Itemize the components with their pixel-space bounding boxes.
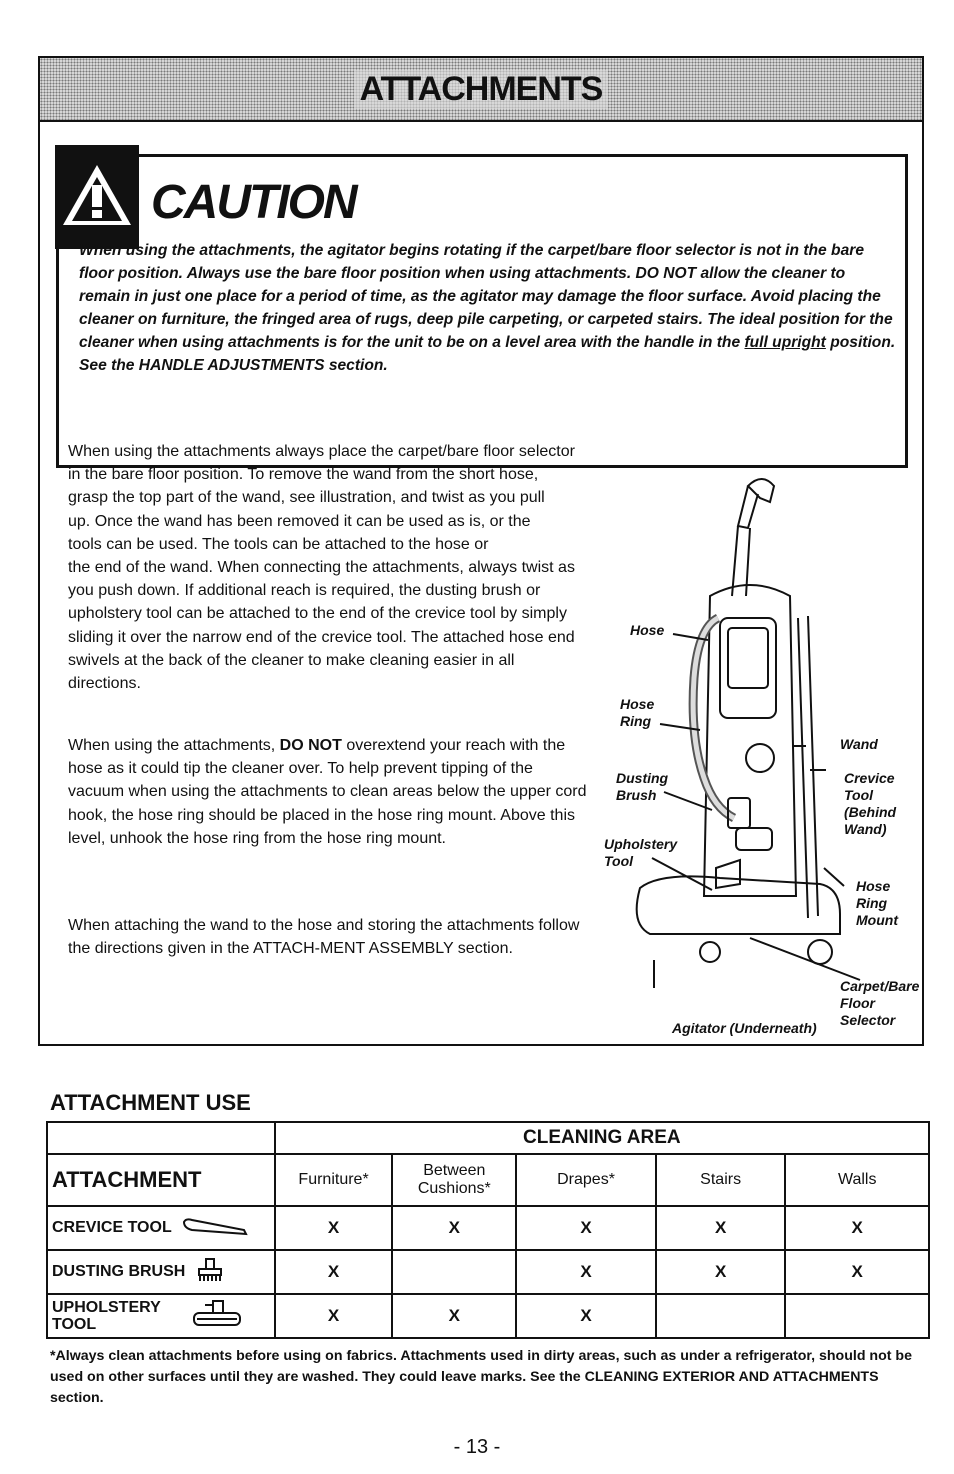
page-number: - 13 - [453,1436,501,1458]
row-label-dusting-brush [47,1250,275,1294]
cell-mark: X [392,1206,516,1250]
row-label-text: UPHOLSTERY TOOL [52,1299,161,1333]
caution-heading: CAUTION [151,176,356,229]
table-corner-cell [47,1122,275,1154]
p2-after: overextend your reach with the hose as it could tip the cleaner over. To help prevent tipping of the vacuum when using the attachments to clean areas below the upper cord hook, the hose ring should be placed in the hose ring mount. Above this level, unhook the hose ring from the hose ring mount. [68,737,587,847]
cell-mark: X [392,1294,516,1338]
cell-mark [392,1250,516,1294]
row-label-text: DUSTING BRUSH [52,1263,186,1280]
caution-text-part1: When using the attachments, the agitator begins rotating if the carpet/bare floor selector is not in the bare floor position. Always use the bare floor position when using attachments. DO NOT allow the cleaner to remain in just one place for a period of time, as the agitator may damage the floor surface. Avoid placing the cleaner on furniture, the fringed area of rugs, deep pile carpeting, or carpeted stairs. The ideal position for the cleaner when using attachments is for the unit to be on a level area with the handle in the [79,242,893,351]
attachment-use-table [46,1121,930,1339]
cleaning-area-header: CLEANING AREA [275,1122,929,1154]
section-title-bar [40,58,922,122]
cell-mark: X [275,1294,393,1338]
attachments-panel [38,56,924,1046]
upholstery-tool-icon [191,1299,243,1334]
column-header-walls: Walls [785,1154,929,1206]
cell-mark: X [785,1206,929,1250]
cell-mark: X [656,1206,786,1250]
label-crevice-tool: Crevice Tool (Behind Wand) [844,770,897,837]
instructions-line: When using the attachments always place the carpet/bare floor selector [68,443,575,460]
column-header-stairs: Stairs [656,1154,786,1206]
column-header-furniture: Furniture* [275,1154,393,1206]
row-label-text: CREVICE TOOL [52,1219,172,1236]
attachment-header: ATTACHMENT [47,1154,275,1206]
warning-block [55,145,139,249]
p2-before: When using the attachments, [68,737,280,754]
cell-mark [656,1294,786,1338]
label-agitator: Agitator (Underneath) [672,1020,817,1036]
caution-text [79,239,899,377]
cell-mark: X [516,1294,656,1338]
label-carpet-bare-selector: Carpet/Bare Floor Selector [840,978,920,1028]
table-row [47,1294,929,1338]
page-title: ATTACHMENTS [354,70,609,109]
cell-mark: X [275,1250,393,1294]
label-wand: Wand [840,736,878,752]
table-footnote: *Always clean attachments before using on fabrics. Attachments used in dirty areas, such as under a refrigerator, should not be used on other surfaces until they are washed. They could leave marks. See the CLEANING EXTERIOR AND ATTACHMENTS section. [50,1348,912,1406]
table-row [47,1206,929,1250]
label-hose-ring-mount: Hose Ring Mount [856,878,898,928]
caution-box [56,154,908,468]
instructions-paragraph-2 [68,734,588,850]
cell-mark: X [516,1206,656,1250]
label-hose-ring: Hose Ring [620,696,655,729]
vacuum-illustration [560,468,920,1036]
p2-bold: DO NOT [279,737,342,754]
warning-triangle-icon [61,163,133,227]
instructions-paragraph-1-rest: the end of the wand. When connecting the attachments, always twist as you push down. If additional reach is required, the dusting brush or upholstery tool can be attached to the end of the crevice tool by simply sliding it over the narrow end of the crevice tool. The attached hose end swivels at the back of the cleaner to make cleaning easier in all directions. [68,559,575,693]
label-hose: Hose [630,622,665,638]
cell-mark: X [516,1250,656,1294]
instructions-paragraph-3: When attaching the wand to the hose and storing the attachments follow the directions given in the ATTACH-MENT ASSEMBLY section. [68,917,580,958]
caution-text-part2: position. See the HANDLE ADJUSTMENTS section. [79,334,896,374]
attachment-use-title: ATTACHMENT USE [50,1090,251,1115]
crevice-tool-icon [182,1216,248,1241]
column-header-drapes: Drapes* [516,1154,656,1206]
row-label-crevice-tool [47,1206,275,1250]
instructions-line: up. Once the wand has been removed it can be used as is, or the [68,512,531,530]
instructions-paragraph-1 [68,440,588,695]
column-header-between-cushions: Between Cushions* [392,1154,516,1206]
instructions-line: tools can be used. The tools can be attached to the hose or [68,535,489,553]
instructions-line: in the bare floor position. To remove the wand from the short hose, [68,466,539,484]
instructions-line: grasp the top part of the wand, see illustration, and twist as you pull [68,489,545,507]
dusting-brush-icon [196,1257,224,1288]
cell-mark: X [656,1250,786,1294]
label-upholstery-tool: Upholstery Tool [604,836,678,869]
row-label-upholstery-tool [47,1294,275,1338]
cell-mark [785,1294,929,1338]
caution-underlined-phrase: full upright [744,334,826,351]
table-row [47,1250,929,1294]
label-dusting-brush: Dusting Brush [616,770,669,803]
cell-mark: X [785,1250,929,1294]
cell-mark: X [275,1206,393,1250]
